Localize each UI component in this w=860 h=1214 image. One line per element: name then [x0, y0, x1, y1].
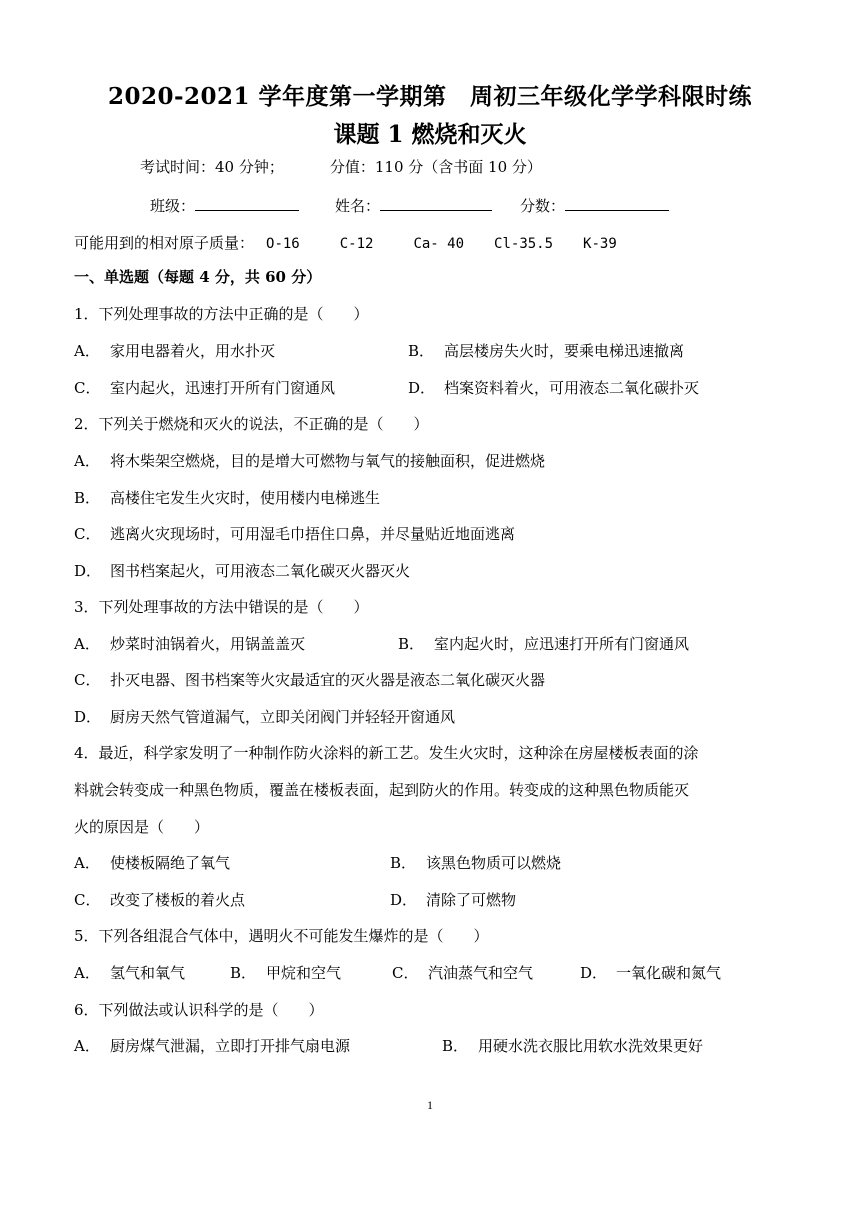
question-stem: 5．下列各组混合气体中，遇明火不可能发生爆炸的是（ ）	[74, 927, 489, 945]
option-row	[74, 707, 455, 727]
option-text: 扑灭电器、图书档案等火灾最适宜的灭火器是液态二氧化碳灭火器	[110, 671, 546, 689]
option-label: D．	[74, 562, 102, 580]
option-row	[74, 634, 689, 654]
option-label: D．	[580, 964, 608, 982]
option-label: A．	[74, 854, 100, 872]
option-row	[74, 963, 721, 983]
option-label: B．	[74, 489, 101, 507]
option-label: C．	[74, 891, 101, 909]
option-row	[74, 853, 561, 873]
option-label: C．	[74, 379, 101, 397]
class-label: 班级：	[150, 197, 196, 215]
exam-score: 分值：110 分（含书面 10 分）	[329, 158, 542, 176]
option-row	[74, 488, 380, 508]
atomic-mass-label: 可能用到的相对原子质量：	[74, 234, 255, 252]
option-text: 家用电器着火，用水扑灭	[110, 342, 276, 360]
option-text: 厨房天然气管道漏气，立即关闭阀门并轻轻开窗通风	[110, 708, 456, 726]
exam-time: 考试时间：40 分钟；	[140, 158, 284, 176]
option-text: 高层楼房失火时，要乘电梯迅速撤离	[444, 342, 685, 360]
option-text: 汽油蒸气和空气	[428, 964, 534, 982]
option-label: A．	[74, 452, 100, 470]
option-row	[74, 561, 410, 581]
atomic-mass-k: K-39	[583, 236, 617, 252]
option-text: 该黑色物质可以燃烧	[426, 854, 562, 872]
option-row	[74, 341, 684, 361]
exam-title: 2020-2021 学年度第一学期第 周初三年级化学学科限时练	[107, 83, 753, 110]
question-stem-line: 火的原因是（ ）	[74, 818, 210, 836]
option-label: C．	[74, 525, 101, 543]
option-label: D．	[74, 708, 102, 726]
option-row	[74, 378, 699, 398]
option-text: 图书档案起火，可用液态二氧化碳灭火器灭火	[110, 562, 411, 580]
question-stem: 3．下列处理事故的方法中错误的是（ ）	[74, 598, 369, 616]
option-label: B．	[230, 964, 257, 982]
points-label: 分数：	[520, 197, 566, 215]
option-text: 氢气和氧气	[110, 964, 186, 982]
option-text: 用硬水洗衣服比用软水洗效果更好	[478, 1037, 704, 1055]
option-text: 清除了可燃物	[426, 891, 517, 909]
option-text: 室内起火时，应迅速打开所有门窗通风	[434, 635, 690, 653]
section-title: 一、单选题（每题 4 分，共 60 分）	[74, 268, 322, 286]
option-text: 使楼板隔绝了氧气	[110, 854, 231, 872]
question-stem: 1．下列处理事故的方法中正确的是（ ）	[74, 305, 369, 323]
page-number: 1	[427, 1098, 433, 1112]
question-stem: 6．下列做法或认识科学的是（ ）	[74, 1001, 324, 1019]
option-text: 逃离火灾现场时，可用湿毛巾捂住口鼻，并尽量贴近地面逃离	[110, 525, 516, 543]
option-row	[74, 670, 545, 690]
option-text: 将木柴架空燃烧，目的是增大可燃物与氧气的接触面积，促进燃烧	[110, 452, 546, 470]
option-label: A．	[74, 635, 100, 653]
option-label: C．	[74, 671, 101, 689]
question-stem: 2．下列关于燃烧和灭火的说法，不正确的是（ ）	[74, 415, 429, 433]
option-text: 档案资料着火，可用液态二氧化碳扑灭	[444, 379, 700, 397]
option-label: B．	[390, 854, 417, 872]
name-blank[interactable]	[380, 196, 492, 211]
option-row	[74, 1036, 703, 1056]
points-blank[interactable]	[565, 196, 669, 211]
option-label: B．	[442, 1037, 469, 1055]
option-text: 甲烷和空气	[266, 964, 342, 982]
class-blank[interactable]	[195, 196, 299, 211]
option-label: D．	[390, 891, 418, 909]
atomic-mass-c: C-12	[339, 236, 374, 252]
student-info-row	[150, 195, 669, 216]
option-text: 室内起火，迅速打开所有门窗通风	[110, 379, 336, 397]
exam-info-row	[140, 156, 542, 177]
option-row	[74, 890, 516, 910]
name-label: 姓名：	[335, 197, 381, 215]
exam-subtitle: 课题 1 燃烧和灭火	[333, 121, 527, 148]
option-label: A．	[74, 964, 100, 982]
option-row	[74, 524, 515, 544]
option-label: A．	[74, 1037, 100, 1055]
question-stem-line: 4．最近，科学家发明了一种制作防火涂料的新工艺。发生火灾时，这种涂在房屋楼板表面的涂	[74, 744, 699, 762]
option-label: D．	[408, 379, 436, 397]
option-row	[74, 451, 545, 471]
option-label: B．	[398, 635, 425, 653]
question-stem-line: 料就会转变成一种黑色物质，覆盖在楼板表面，起到防火的作用。转变成的这种黑色物质能灭	[74, 781, 690, 799]
atomic-mass-row	[74, 232, 617, 253]
option-text: 一氧化碳和氮气	[616, 964, 722, 982]
option-text: 厨房煤气泄漏，立即打开排气扇电源	[110, 1037, 351, 1055]
atomic-mass-cl: Cl-35.5	[494, 236, 554, 252]
option-label: B．	[408, 342, 435, 360]
option-label: C．	[392, 964, 419, 982]
atomic-mass-o: O-16	[266, 236, 300, 252]
option-label: A．	[74, 342, 100, 360]
option-text: 高楼住宅发生火灾时，使用楼内电梯逃生	[110, 489, 381, 507]
atomic-mass-ca: Ca- 40	[413, 236, 465, 252]
option-text: 炒菜时油锅着火，用锅盖盖灭	[110, 635, 306, 653]
option-text: 改变了楼板的着火点	[110, 891, 246, 909]
